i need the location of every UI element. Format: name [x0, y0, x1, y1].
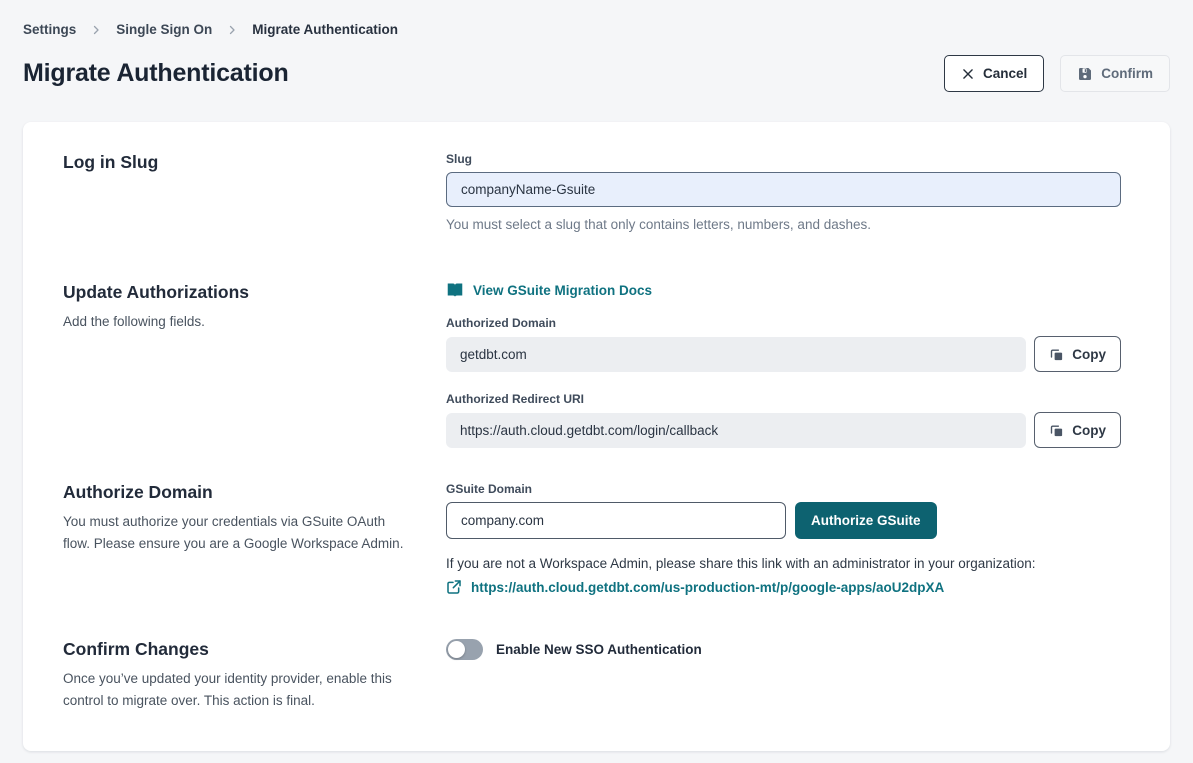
copy-button-label: Copy	[1072, 422, 1106, 438]
breadcrumb	[23, 0, 1170, 37]
header-actions	[944, 55, 1170, 92]
settings-card	[23, 122, 1170, 751]
confirm-button[interactable]	[1060, 55, 1170, 92]
breadcrumb-migrate-authentication: Migrate Authentication	[252, 22, 399, 37]
section-heading: Confirm Changes	[63, 639, 209, 659]
copy-authorized-domain-button[interactable]	[1034, 336, 1121, 372]
copy-icon	[1049, 423, 1064, 438]
page-header	[23, 55, 1170, 92]
redirect-uri-label: Authorized Redirect URI	[446, 392, 585, 406]
cancel-button-label: Cancel	[982, 66, 1028, 81]
section-login-slug	[63, 152, 1121, 232]
redirect-uri-input[interactable]	[446, 413, 1026, 448]
admin-share-link[interactable]: https://auth.cloud.getdbt.com/us-production-mt/p/google-apps/aoU2dpXA	[471, 579, 945, 595]
enable-sso-toggle-label: Enable New SSO Authentication	[496, 642, 702, 657]
copy-button-label: Copy	[1072, 346, 1106, 362]
section-login-slug-content	[446, 152, 1121, 232]
gsuite-migration-docs-link[interactable]	[446, 282, 652, 298]
section-description: Once you’ve updated your identity provider, enable this control to migrate over. This action is final.	[63, 671, 392, 708]
breadcrumb-settings[interactable]: Settings	[23, 22, 77, 37]
section-authorize-domain-content	[446, 482, 1121, 595]
slug-helper-text: You must select a slug that only contains letters, numbers, and dashes.	[446, 217, 871, 232]
authorized-domain-input[interactable]	[446, 337, 1026, 372]
section-heading: Authorize Domain	[63, 482, 213, 502]
x-icon	[961, 67, 975, 81]
gsuite-domain-label: GSuite Domain	[446, 482, 533, 496]
authorized-domain-field	[446, 316, 1121, 372]
section-update-authorizations-info	[63, 282, 446, 448]
external-link-icon	[446, 579, 462, 595]
slug-input[interactable]	[446, 172, 1121, 207]
section-login-slug-info	[63, 152, 446, 232]
authorize-gsuite-button[interactable]: Authorize GSuite	[795, 502, 937, 539]
section-confirm-changes-content	[446, 639, 1121, 711]
book-icon	[446, 282, 464, 298]
enable-sso-toggle[interactable]	[446, 639, 483, 660]
section-update-authorizations	[63, 282, 1121, 448]
chevron-right-icon	[226, 24, 238, 36]
gsuite-domain-input[interactable]	[446, 502, 786, 539]
authorized-domain-label: Authorized Domain	[446, 316, 556, 330]
page-title: Migrate Authentication	[23, 59, 289, 87]
section-description: You must authorize your credentials via GSuite OAuth flow. Please ensure you are a Google Workspace Admin.	[63, 514, 404, 551]
section-heading: Log in Slug	[63, 152, 159, 172]
section-heading: Update Authorizations	[63, 282, 250, 302]
section-description: Add the following fields.	[63, 314, 205, 329]
section-update-authorizations-content	[446, 282, 1121, 448]
workspace-admin-note: If you are not a Workspace Admin, please share this link with an administrator in your organization:	[446, 556, 1036, 571]
redirect-uri-field	[446, 392, 1121, 448]
section-authorize-domain-info	[63, 482, 446, 595]
cancel-button[interactable]	[944, 55, 1044, 92]
gsuite-migration-docs-link-label: View GSuite Migration Docs	[473, 282, 653, 298]
save-icon	[1077, 66, 1093, 82]
copy-icon	[1049, 347, 1064, 362]
chevron-right-icon	[90, 24, 102, 36]
breadcrumb-single-sign-on[interactable]: Single Sign On	[116, 22, 213, 37]
section-confirm-changes-info	[63, 639, 446, 711]
copy-redirect-uri-button[interactable]	[1034, 412, 1121, 448]
toggle-knob	[448, 641, 465, 658]
section-confirm-changes	[63, 639, 1121, 711]
section-authorize-domain	[63, 482, 1121, 595]
confirm-button-label: Confirm	[1101, 66, 1153, 81]
slug-label: Slug	[446, 152, 472, 166]
